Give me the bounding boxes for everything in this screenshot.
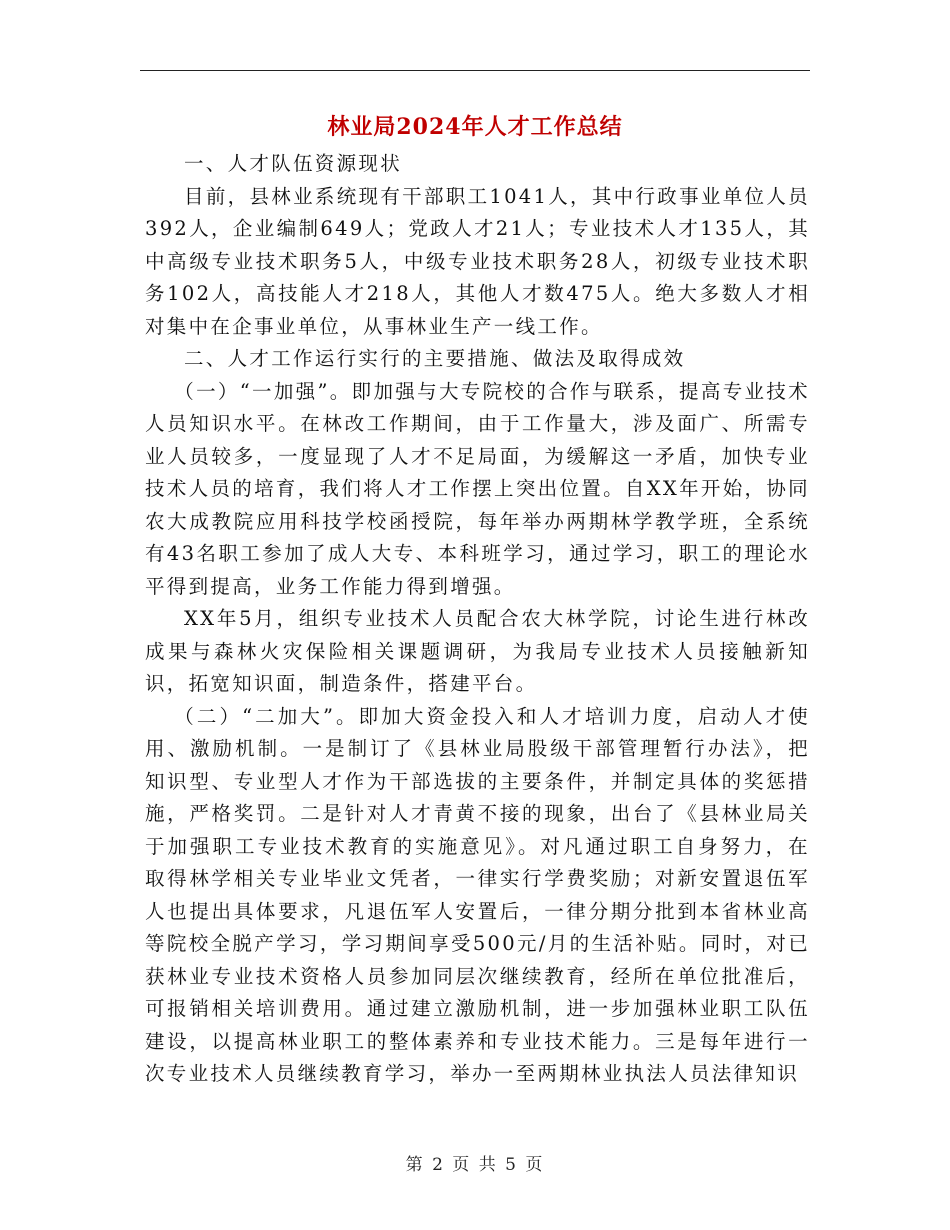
page-number-footer: 第 2 页 共 5 页	[405, 1155, 545, 1175]
paragraph-measure-2: （二）“二加大”。即加大资金投入和人才培训力度，启动人才使用、激励机制。一是制订了《县林业局股级干部管理暂行办法》，把知识型、专业型人才作为干部选拔的主要条件，并制定具体的奖惩措施，严格奖罚。二是针对人才青黄不接的现象，出台了《县林业局关于加强职工专业技术教育的实施意见》。对凡通过职工自身努力，在取得林学相关专业毕业文凭者，一律实行学费奖励；对新安置退伍军人也提出具体要求，凡退伍军人安置后，一律分期分批到本省林业高等院校全脱产学习，学习期间享受500元/月的生活补贴。同时，对已获林业专业技术资格人员参加同层次继续教育，经所在单位批准后，可报销相关培训费用。通过建立激励机制，进一步加强林业职工队伍建设，以提高林业职工的整体素养和专业技术能力。三是每年进行一次专业技术人员继续教育学习，举办一至两期林业执法人员法律知识	[145, 704, 810, 1085]
paragraph-staff-status: 目前，县林业系统现有干部职工1041人，其中行政事业单位人员392人，企业编制649人；党政人才21人；专业技术人才135人，其中高级专业技术职务5人，中级专业技术职务28人，初级专业技术职务102人，高技能人才218人，其他人才数475人。绝大多数人才相对集中在企事业单位，从事林业生产一线工作。	[145, 184, 810, 338]
document-title: 林业局2024年人才工作总结	[327, 114, 623, 140]
paragraph-measure-1: （一）“一加强”。即加强与大专院校的合作与联系，提高专业技术人员知识水平。在林改工作期间，由于工作量大，涉及面广、所需专业人员较多，一度显现了人才不足局面，为缓解这一矛盾，加快专业技术人员的培育，我们将人才工作摆上突出位置。自XX年开始，协同农大成教院应用科技学校函授院，每年举办两期林学教学班，全系统有43名职工参加了成人大专、本科班学习，通过学习，职工的理论水平得到提高，业务工作能力得到增强。	[145, 379, 810, 598]
paragraph-research: XX年5月，组织专业技术人员配合农大林学院，讨论生进行林改成果与森林火灾保险相关课题调研，为我局专业技术人员接触新知识，拓宽知识面，制造条件，搭建平台。	[145, 607, 810, 695]
document-body	[145, 148, 810, 1091]
section-heading-2: 二、人才工作运行实行的主要措施、做法及取得成效	[184, 347, 686, 370]
header-rule	[140, 70, 810, 71]
section-heading-1: 一、人才队伍资源现状	[184, 152, 403, 175]
